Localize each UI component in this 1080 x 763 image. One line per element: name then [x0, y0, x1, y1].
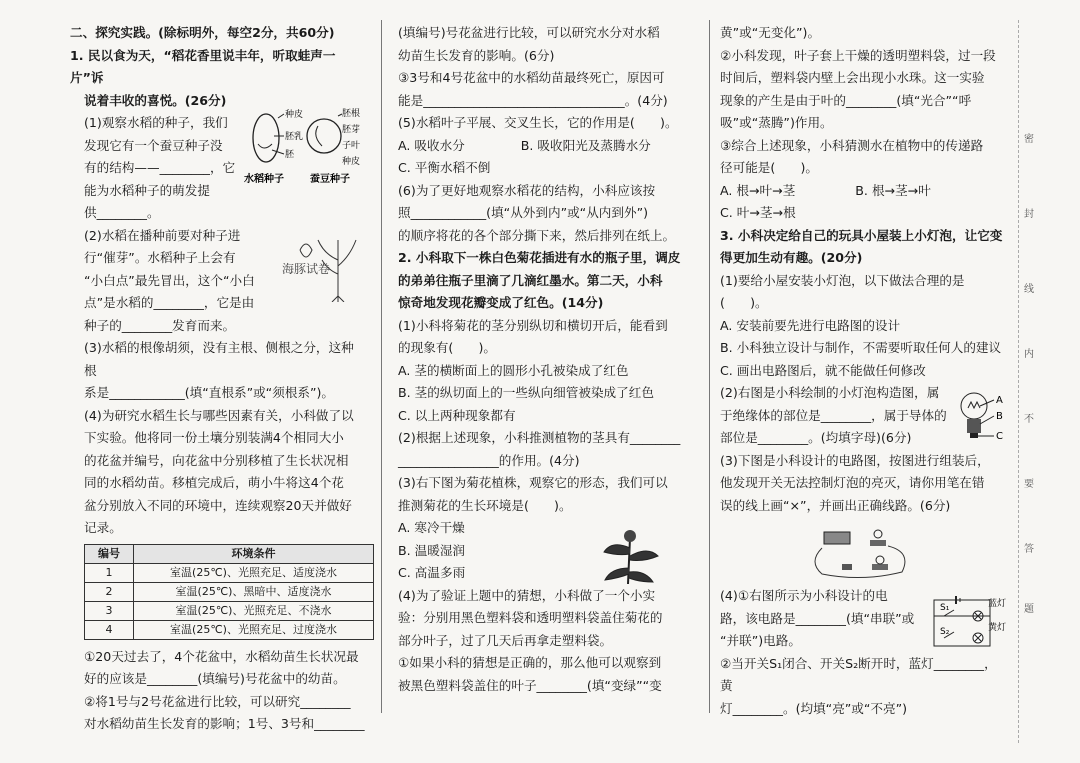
- chrysanthemum-figure: [598, 528, 662, 586]
- text-line: ①如果小科的猜想是正确的，那么他可以观察到: [398, 655, 662, 670]
- text-line: 系是____________(填“直根系”或“须根系”)。: [84, 385, 335, 400]
- parallel-circuit-diagram: [930, 594, 1010, 654]
- text-line: ②小科发现，叶子套上干燥的透明塑料袋，过一段: [720, 47, 996, 63]
- option: B. 根→茎→叶: [855, 182, 931, 198]
- figure-caption: 水稻种子: [244, 174, 284, 185]
- text-line: 的顺序将花的各个部分撕下来，然后排列在纸上。: [398, 227, 676, 243]
- text-line: 照____________(填“从外到内”或“从内到外”): [398, 205, 649, 220]
- text-line: 他发现开关无法控制灯泡的亮灭，请你用笔在错: [720, 475, 985, 490]
- seed-diagram: [238, 104, 368, 186]
- text-line: (3)右下图为菊花植株，观察它的形态，我们可以: [398, 475, 668, 490]
- text-line: 能为水稻种子的萌发提: [84, 182, 210, 198]
- text-line: (4)为了验证上题中的猜想，小科做了一个小实: [398, 587, 656, 603]
- seed-label: 胚根: [342, 109, 361, 119]
- option: B. 茎的纵切面上的一些纵向细管被染成了红色: [398, 385, 654, 400]
- option: A. 茎的横断面上的圆形小孔被染成了红色: [398, 362, 629, 378]
- seed-label: 胚芽: [342, 125, 361, 135]
- option: A. 安装前要先进行电路图的设计: [720, 317, 901, 333]
- text-line: 推测菊花的生长环境是( )。: [398, 497, 572, 513]
- table-row: [85, 563, 374, 582]
- seed-label: 种皮: [285, 110, 304, 120]
- text-line: 下实验。他将同一份土壤分别装满4个相同大小: [84, 430, 344, 445]
- table-cell: 3: [85, 601, 134, 620]
- circuit-assembly-figure: [808, 522, 918, 588]
- column-2: [398, 22, 692, 697]
- text-line: ②当开关S₁闭合、开关S₂断开时，蓝灯________，黄: [720, 655, 997, 693]
- table-cell: 室温(25℃)、光照充足、不浇水: [134, 601, 374, 620]
- table-header-cell: 编号: [85, 544, 134, 563]
- text-line: (1)小科将菊花的茎分别纵切和横切开后，能看到: [398, 317, 668, 333]
- text-line: 行“催芽”。水稻种子上会有: [84, 250, 236, 265]
- column-divider: [381, 20, 382, 713]
- bulb-label: B: [996, 411, 1003, 422]
- switch-label: S₁: [940, 603, 950, 613]
- bulb-structure-diagram: [958, 388, 1008, 448]
- text-line: (2)右图是小科绘制的小灯泡构造图，属: [720, 385, 940, 400]
- table-cell: 1: [85, 563, 134, 582]
- bulb-label: C: [996, 431, 1003, 442]
- question-2-stem: 2. 小科取下一株白色菊花插进有水的瓶子里，调皮: [398, 250, 681, 265]
- question-3-stem: 得更加生动有趣。(20分): [720, 250, 863, 265]
- option: A. 根→叶→茎: [720, 182, 796, 198]
- text-line: 被黑色塑料袋盖住的叶子________(填“变绿”“变: [398, 677, 662, 693]
- table-cell: 室温(25℃)、黑暗中、适度浇水: [134, 582, 374, 601]
- option: C. 叶→茎→根: [720, 205, 796, 220]
- option: C. 画出电路图后，就不能做任何修改: [720, 362, 926, 378]
- table-cell: 室温(25℃)、光照充足、过度浇水: [134, 620, 374, 639]
- option: B. 温暖湿润: [398, 542, 466, 558]
- text-line: 有的结构——________，它: [84, 160, 236, 175]
- text-line: 的现象有( )。: [398, 340, 496, 355]
- seal-margin-char: 不: [1024, 414, 1034, 425]
- text-line: ( )。: [720, 295, 768, 310]
- text-line: 时间后，塑料袋内壁上会出现小水珠。这一实验: [720, 70, 985, 85]
- seed-label: 胚乳: [285, 132, 304, 142]
- text-line: (3)水稻的根像胡须，没有主根、侧根之分，这种根: [84, 340, 354, 378]
- binding-line: [1018, 20, 1019, 743]
- q1-part4: [70, 405, 366, 540]
- text-line: (3)下图是小科设计的电路图，按图进行组装后，: [720, 452, 990, 468]
- watermark: 海豚试卷: [282, 262, 331, 276]
- text-line: (填编号)号花盆进行比较，可以研究水分对水稻: [398, 25, 660, 40]
- text-line: (4)为研究水稻生长与哪些因素有关，小科做了以: [84, 407, 354, 423]
- text-line: 好的应该是________(填编号)号花盆中的幼苗。: [84, 671, 346, 686]
- text-line: 幼苗生长发育的影响。(6分): [398, 47, 555, 63]
- bulb-label: A: [996, 395, 1003, 406]
- option: A. 吸收水分: [398, 137, 465, 153]
- seed-label: 子叶: [342, 141, 361, 151]
- text-line: ③3号和4号花盆中的水稻幼苗最终死亡，原因可: [398, 70, 665, 85]
- option: B. 小科独立设计与制作，不需要听取任何人的建议: [720, 340, 1002, 355]
- text-line: 的花盆并编号，向花盆中分别移植了生长状况相: [84, 452, 349, 468]
- option: C. 高温多雨: [398, 565, 466, 580]
- experiment-table: [84, 544, 374, 640]
- option: B. 吸收阳光及蒸腾水分: [520, 137, 651, 153]
- table-header-cell: 环境条件: [134, 544, 374, 563]
- text-line: “小白点”最先冒出，这个“小白: [84, 272, 255, 288]
- text-line: ③综合上述现象，小科猜测水在植物中的传递路: [720, 137, 984, 153]
- option-row: [720, 180, 1006, 203]
- seal-margin-char: 答: [1024, 544, 1034, 555]
- text-line: (1)观察水稻的种子，我们: [84, 115, 228, 130]
- text-line: 能是________________________________。(4分): [398, 92, 668, 108]
- seal-margin-char: 要: [1024, 479, 1034, 490]
- option: C. 以上两种现象都有: [398, 407, 516, 423]
- question-2-stem: 惊奇地发现花瓣变成了红色。(14分): [398, 295, 604, 310]
- table-row: [85, 601, 374, 620]
- text-line: 路，该电路是________(填“串联”或: [720, 610, 915, 626]
- text-line: 发现它有一个蚕豆种子没: [84, 137, 223, 153]
- text-line: 吸”或“蒸腾”)作用。: [720, 115, 833, 130]
- q1-part3: [70, 337, 366, 405]
- text-line: 盆分别放入不同的环境中，连续观察20天并做好: [84, 497, 352, 513]
- table-cell: 4: [85, 620, 134, 639]
- seal-margin-char: 密: [1024, 134, 1034, 145]
- option-row: [398, 135, 692, 158]
- text-line: (2)根据上述现象，小科推测植物的茎具有________: [398, 430, 681, 445]
- text-line: 种子的________发育而来。: [84, 317, 236, 333]
- text-line: ①20天过去了，4个花盆中，水稻幼苗生长状况最: [84, 648, 359, 664]
- text-line: 误的线上画“×”，并画出正确线路。(6分): [720, 497, 951, 513]
- text-line: 验：分别用黑色塑料袋和透明塑料袋盖住菊花的: [398, 610, 663, 625]
- text-line: ②将1号与2号花盆进行比较，可以研究________: [84, 693, 351, 709]
- q1-part4-answers: [70, 646, 366, 736]
- question-2-stem: 的弟弟往瓶子里滴了几滴红墨水。第二天，小科: [398, 272, 663, 288]
- text-line: (5)水稻叶子平展、交叉生长，它的作用是( )。: [398, 115, 678, 130]
- seed-label: 种皮: [342, 157, 361, 167]
- table-cell: 2: [85, 582, 134, 601]
- text-line: (4)①右图所示为小科设计的电: [720, 588, 888, 603]
- seed-label: 胚: [285, 150, 295, 160]
- lamp-label: 蓝灯: [988, 599, 1007, 609]
- text-line: ________________的作用。(4分): [398, 452, 580, 468]
- text-line: (1)要给小屋安装小灯泡，以下做法合理的是: [720, 272, 965, 288]
- figure-caption: 蚕豆种子: [310, 174, 350, 185]
- column-divider: [709, 20, 710, 713]
- text-line: 灯________。(均填“亮”或“不亮”): [720, 700, 908, 716]
- option: C. 平衡水稻不倒: [398, 160, 491, 175]
- text-line: (6)为了更好地观察水稻花的结构，小科应该按: [398, 182, 656, 198]
- text-line: “并联”)电路。: [720, 633, 801, 648]
- table-header: [85, 544, 374, 563]
- seal-margin-char: 内: [1024, 349, 1034, 360]
- question-1-stem-cont: 说着丰收的喜悦。(26分): [84, 92, 227, 108]
- seal-margin-char: 题: [1024, 604, 1034, 615]
- text-line: 黄”或“无变化”)。: [720, 25, 821, 40]
- text-line: 部位是________。(均填字母)(6分): [720, 430, 912, 445]
- text-line: (2)水稻在播种前要对种子进: [84, 227, 241, 243]
- text-line: 部分叶子，过了几天后再拿走塑料袋。: [398, 632, 613, 648]
- text-line: 记录。: [84, 520, 122, 535]
- switch-label: S₂: [940, 627, 950, 637]
- table-cell: 室温(25℃)、光照充足、适度浇水: [134, 563, 374, 582]
- option: A. 寒冷干燥: [398, 520, 465, 535]
- lamp-label: 黄灯: [988, 623, 1007, 633]
- text-line: 同的水稻幼苗。移植完成后，萌小牛将这4个花: [84, 475, 344, 490]
- text-line: 于绝缘体的部位是________，属于导体的: [720, 407, 947, 423]
- seal-margin-char: 线: [1024, 284, 1034, 295]
- table-row: [85, 582, 374, 601]
- seal-margin-char: 封: [1024, 209, 1034, 220]
- table-row: [85, 620, 374, 639]
- text-line: 对水稻幼苗生长发育的影响；1号、3号和________: [84, 716, 365, 731]
- text-line: 现象的产生是由于叶的________(填“光合”“呼: [720, 92, 972, 108]
- text-line: 供________。: [84, 205, 160, 220]
- question-3-stem: 3. 小科决定给自己的玩具小屋装上小灯泡，让它变: [720, 227, 1003, 243]
- text-line: 径可能是( )。: [720, 160, 818, 175]
- question-1-stem: 1. 民以食为天，“稻花香里说丰年，听取蛙声一片”诉: [70, 47, 336, 85]
- section-title: 二、探究实践。(除标明外，每空2分，共60分): [70, 25, 335, 40]
- text-line: 点”是水稻的________，它是由: [84, 295, 255, 310]
